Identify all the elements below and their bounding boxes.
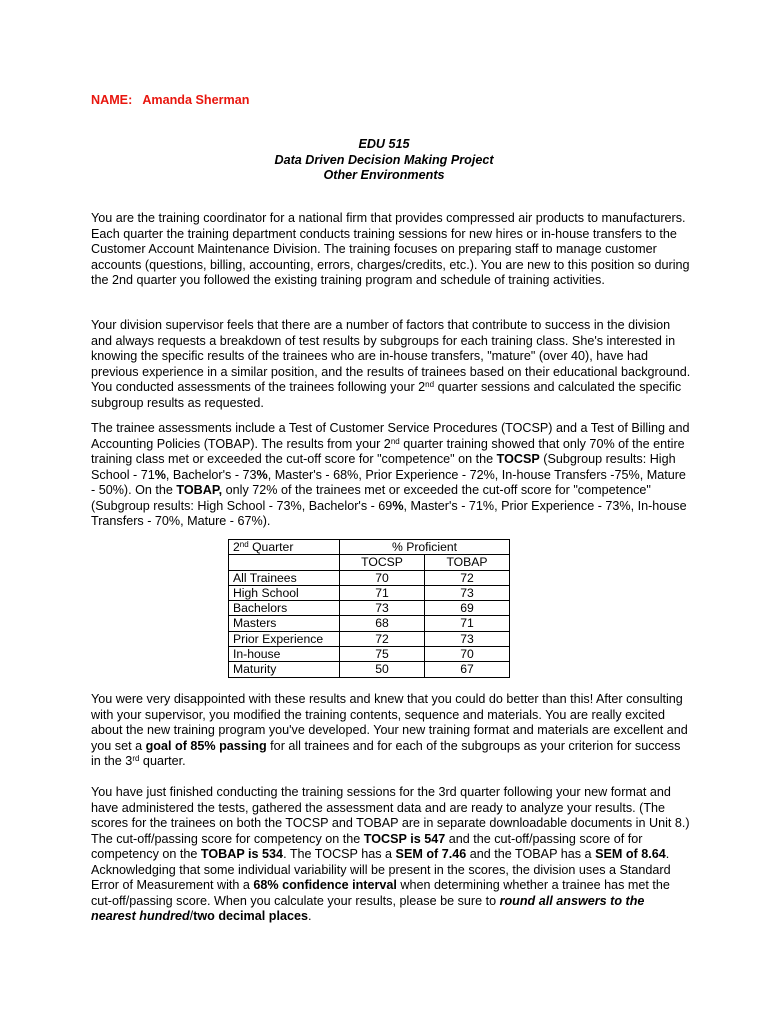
tobap-value: 72 [425, 570, 510, 585]
paragraph-assessments: The trainee assessments include a Test of Customer Service Procedures (TOCSP) and a Test of Billing and Accounting Policies (TOBAP). The results from your 2nd quarter training showed that only 70% of the entire training class met or exceeded the cut-off score for "competence" on the TOCSP (Subgroup results: High School - 71%, Bachelor's - 73%, Master's - 68%, Prior Experience - 72%, In-house Transfers -75%, Mature - 50%). On the TOBAP, only 72% of the trainees met or exceeded the cut-off score for "competence" (Subgroup results: High School - 73%, Bachelor's - 69%, Master's - 71%, Prior Experience - 73%, In-house Transfers - 70%, Mature - 67%). [91, 421, 690, 528]
table-row [229, 662, 510, 677]
table-row [229, 585, 510, 600]
row-label: High School [229, 585, 340, 600]
tobap-value: 73 [425, 631, 510, 646]
paragraph-intro: You are the training coordinator for a national firm that provides compressed air products to manufacturers. Each quarter the training department conducts training sessions for new hires or in-house transfers to the Customer Account Maintenance Division. The training focuses on preparing staff to manage customer accounts (questions, billing, accounting, errors, charges/credits, etc.). You are new to this position so during the 2nd quarter you followed the existing training program and schedule of training activities. [91, 211, 690, 287]
paragraph-supervisor: Your division supervisor feels that there are a number of factors that contribute to success in the division and always requests a breakdown of test results by subgroups for each training class. She's interested in knowing the specific results of the trainees who are in-house transfers, "mature" (over 40), have had previous experience in a similar position, and the results of trainees based on their educational background. You conducted assessments of the trainees following your 2nd quarter sessions and calculated the specific subgroup results as requested. [91, 318, 691, 410]
results-table [228, 539, 510, 678]
row-label: Maturity [229, 662, 340, 677]
row-label: Bachelors [229, 601, 340, 616]
tobap-value: 70 [425, 647, 510, 662]
tocsp-value: 72 [340, 631, 425, 646]
table-row [229, 647, 510, 662]
table-row [229, 601, 510, 616]
tocsp-value: 71 [340, 585, 425, 600]
tocsp-value: 68 [340, 616, 425, 631]
empty-header-cell [229, 555, 340, 570]
tobap-value: 69 [425, 601, 510, 616]
table-row [229, 616, 510, 631]
table-header-row [229, 540, 510, 555]
row-label: Masters [229, 616, 340, 631]
student-name [91, 93, 249, 107]
tocsp-header: TOCSP [340, 555, 425, 570]
paragraph-third-quarter: You have just finished conducting the training sessions for the 3rd quarter following your new format and have administered the tests, gathered the assessment data and are ready to analyze your results. (The scores for the trainees on both the TOCSP and TOBAP are in separate downloadable documents in Unit 8.) The cut-off/passing score for competency on the TOCSP is 547 and the cut-off/passing score of for competency on the TOBAP is 534. The TOCSP has a SEM of 7.46 and the TOBAP has a SEM of 8.64. Acknowledging that some individual variability will be present in the scores, the division uses a Standard Error of Measurement with a 68% confidence interval when determining whether a trainee has met the cut-off/passing score. When you calculate your results, please be sure to round all answers to the nearest hundred/two decimal places. [91, 785, 690, 923]
tocsp-value: 75 [340, 647, 425, 662]
tocsp-value: 50 [340, 662, 425, 677]
row-label: Prior Experience [229, 631, 340, 646]
row-label: All Trainees [229, 570, 340, 585]
tobap-header: TOBAP [425, 555, 510, 570]
table-row [229, 570, 510, 585]
tocsp-value: 70 [340, 570, 425, 585]
tobap-value: 73 [425, 585, 510, 600]
table-subheader-row [229, 555, 510, 570]
project-title: Data Driven Decision Making Project [274, 152, 494, 167]
proficient-header: % Proficient [340, 540, 510, 555]
tobap-value: 67 [425, 662, 510, 677]
row-label: In-house [229, 647, 340, 662]
document-title [0, 137, 768, 184]
quarter-header: 2nd Quarter [229, 540, 340, 555]
name-label: NAME: [91, 93, 133, 107]
tocsp-value: 73 [340, 601, 425, 616]
table-row [229, 631, 510, 646]
project-subtitle: Other Environments [323, 168, 445, 182]
tobap-value: 71 [425, 616, 510, 631]
paragraph-new-program: You were very disappointed with these results and knew that you could do better than this! After consulting with your supervisor, you modified the training contents, sequence and materials. You are really excited about the new training program you've developed. Your new training format and materials are excellent and you set a goal of 85% passing for all trainees and for each of the subgroups as your criterion for success in the 3rd quarter. [91, 692, 688, 768]
course-code: EDU 515 [358, 137, 410, 151]
name-value: Amanda Sherman [142, 93, 250, 107]
